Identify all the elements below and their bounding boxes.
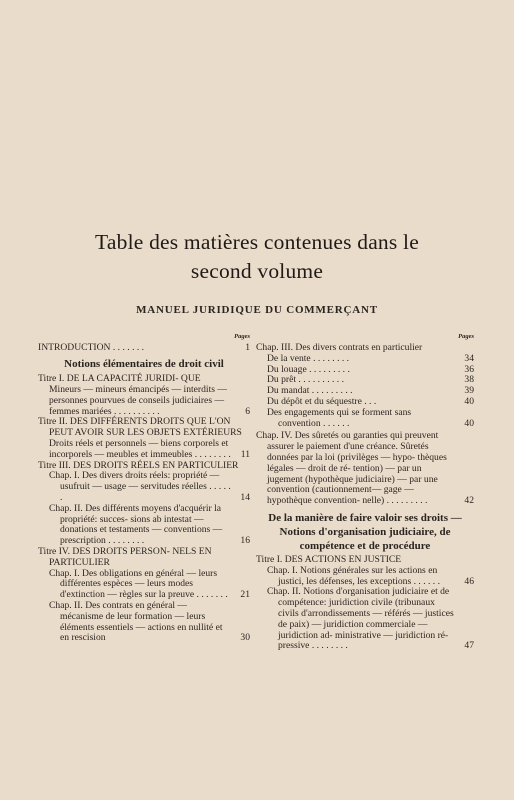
toc-entry-introduction bbox=[38, 343, 250, 354]
toc-entry-text: Chap. I. Notions générales sur les actions en justici, les défenses, les exceptions . . . . . . bbox=[267, 564, 440, 587]
section-title-procedure: De la manière de faire valoir ses droits — Notions d'organisation judiciaire, de compétence et de procédure bbox=[268, 511, 462, 552]
toc-entry-text: Du louage . . . . . . . . . bbox=[267, 363, 350, 375]
toc-page-number: 30 bbox=[240, 632, 250, 644]
toc-left-column bbox=[38, 332, 250, 644]
toc-page-number: 21 bbox=[240, 589, 250, 601]
titre-heading: Titre I. DES ACTIONS EN JUSTICE bbox=[256, 553, 402, 565]
title-line-1: Table des matières contenues dans le bbox=[95, 230, 419, 254]
titre-heading: Titre III. DES DROITS RÉELS EN PARTICULIER bbox=[38, 459, 239, 471]
section-title-civil-law: Notions élémentaires de droit civil bbox=[64, 357, 224, 370]
titre-heading: Titre II. DES DIFFÉRENTS DROITS QUE L'ON PEUT AVOIR SUR LES OBJETS EXTÉRIEURS bbox=[38, 416, 242, 439]
toc-entry bbox=[38, 439, 250, 461]
book-subtitle: MANUEL JURIDIQUE DU COMMERÇANT bbox=[136, 304, 378, 316]
toc-entry bbox=[38, 504, 250, 547]
toc-page-number: 46 bbox=[464, 575, 474, 587]
titre-heading: Titre IV. DES DROITS PERSON- NELS EN PARTICULIER bbox=[38, 546, 212, 568]
toc-entry bbox=[256, 566, 474, 588]
toc-entry-text: INTRODUCTION . . . . . . . bbox=[38, 342, 145, 353]
toc-entry-text: Du mandat . . . . . . . . . bbox=[267, 385, 353, 397]
toc-entry-text: Chap. II. Des différents moyens d'acquérir la propriété: succes- sions ab intestat — donations et testaments — conventions — prescription . . . . . . . . bbox=[49, 502, 223, 547]
toc-entry-text: Chap. II. Notions d'organisation judiciaire et de compétence: juridiction civile (tribunaux civils d'arrondissements — référés — justices de paix) — juridiction commerciale — juridiction ad- ministrative — juridiction ré- pressive . . . . . . . . bbox=[267, 586, 454, 652]
toc-entry-text: Mineurs — mineurs émancipés — interdits — personnes pourvues de conseils judiciaires — femmes mariées . . . . . . . . . . bbox=[49, 384, 227, 417]
toc-entry-text: Des engagements qui se forment sans convention . . . . . . bbox=[267, 406, 412, 429]
toc-page-number: 36 bbox=[464, 363, 474, 375]
toc-entry bbox=[256, 431, 474, 507]
toc-page-number: 16 bbox=[240, 535, 250, 547]
toc-page-number: 34 bbox=[464, 352, 474, 364]
toc-right-column bbox=[256, 332, 474, 652]
toc-entry-text: Chap. I. Des divers droits réels: propriété — usufruit — usage — servitudes réelles . . . . . . bbox=[49, 470, 231, 504]
toc-entry bbox=[38, 569, 250, 601]
toc-page-number: 6 bbox=[245, 405, 250, 417]
toc-page-number: 38 bbox=[464, 374, 474, 386]
page-title bbox=[20, 228, 494, 286]
toc-entry-text: Chap. II. Des contrats en général — mécanisme de leur formation — leurs éléments essentiels — actions en nullité et en rescision bbox=[49, 600, 223, 644]
toc-entry-text: Chap. I. Des obligations en général — leurs différentes espèces — leurs modes d'extinction — règles sur la preuve . . . . . . . bbox=[49, 567, 228, 601]
toc-page-number: 11 bbox=[240, 448, 250, 460]
toc-page-number: 1 bbox=[245, 342, 250, 353]
toc-entry bbox=[256, 408, 474, 430]
toc-entry-text: Du dépôt et du séquestre . . . bbox=[267, 395, 377, 407]
toc-page-number: 40 bbox=[464, 417, 474, 429]
toc-entry bbox=[256, 354, 474, 365]
pages-header-left: Pages bbox=[234, 333, 250, 340]
toc-entry bbox=[256, 587, 474, 652]
pages-header-right: Pages bbox=[458, 333, 474, 340]
toc-page-number: 47 bbox=[464, 640, 474, 652]
toc-entry bbox=[38, 385, 250, 417]
toc-page-number: 42 bbox=[464, 495, 474, 507]
toc-entry-text: Du prêt . . . . . . . . . . bbox=[267, 374, 345, 386]
toc-page-number: 40 bbox=[464, 395, 474, 407]
toc-entry bbox=[38, 601, 250, 644]
toc-entry-text: Droits réels et personnels — biens corporels et incorporels — meubles et immeubles . . . . . . . . bbox=[49, 438, 231, 460]
chapter-heading: Chap. III. Des divers contrats en particulier bbox=[256, 342, 423, 353]
toc-page-number: 14 bbox=[240, 492, 250, 504]
titre-heading: Titre I. DE LA CAPACITÉ JURIDI- QUE bbox=[38, 373, 201, 385]
title-line-2: second volume bbox=[190, 259, 324, 283]
toc-entry bbox=[38, 471, 250, 503]
toc-entry-text: De la vente . . . . . . . . bbox=[267, 352, 350, 364]
toc-page-number: 39 bbox=[464, 385, 474, 397]
toc-entry-text: Chap. IV. Des sûretés ou garanties qui preuvent assurer le paiement d'une créance. Sûretés données par la loi (privilèges — hypo- thèques légales — droit de ré- tention) — par un jugement (hypothèque judiciaire) — par une convention (cautionnement— gage — hypothèque convention- nelle) . . . . . . . . . bbox=[256, 430, 447, 507]
